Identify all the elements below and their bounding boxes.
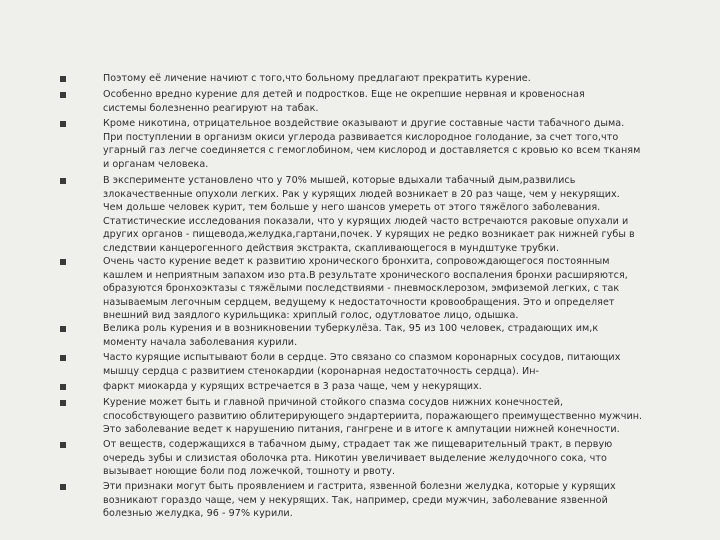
square-bullet-icon	[60, 76, 66, 82]
square-bullet-icon	[60, 121, 66, 127]
paragraph-text: От веществ, содержащихся в табачном дыму, страдает так же пищеварительный тракт, в первую очередь зубы и слизистая оболочка рта. Никотин увеличивает выделение желудочного сока, что вызывает ноющие боли под ложечкой, тошноту и рвоту.	[103, 439, 613, 478]
paragraph-text: Поэтому её личение начиют с того,что больному предлагают прекратить курение.	[103, 73, 531, 84]
square-bullet-icon	[60, 484, 66, 490]
paragraph-text: Часто курящие испытывают боли в сердце. Это связано со спазмом коронарных сосудов, питающих мышцу сердца с развитием стенокардии (коронарная недостаточность сердца). Ин-	[103, 352, 621, 377]
square-bullet-icon	[60, 326, 66, 332]
paragraph-text: фаркт миокарда у курящих встречается в 3 раза чаще, чем у некурящих.	[103, 381, 482, 392]
paragraph-text: Курение может быть и главной причиной стойкого спазма сосудов нижних конечностей, способствующего развитию облитерирующего эндартериита, поражающего преимущественно мужчин. Это заболевание ведет к нарушению питания, гангрене и в итоге к ампутации нижней конечности.	[103, 397, 643, 436]
square-bullet-icon	[60, 92, 66, 98]
paragraph-text: Эти признаки могут быть проявлением и гастрита, язвенной болезни желудка, которые у курящих возникают гораздо чаще, чем у некурящих. Так, например, среди мужчин, заболевание язвенной болезнью желудка, 96 - 97% курили.	[103, 481, 616, 520]
square-bullet-icon	[60, 442, 66, 448]
square-bullet-icon	[60, 355, 66, 361]
paragraph-text: Очень часто курение ведет к развитию хронического бронхита, сопровождающегося постоянным кашлем и неприятным запахом изо рта.В результате хронического воспаления бронхи расширяются, образуются бронхоэктазы с тяжёлыми последствиями - пневмосклерозом, эмфиземой легких, с так называемым легочным сердцем, ведущему к недостаточности кровообращения. Это и определяет внешний вид заядлого курильщика: хриплый голос, одутловатое лицо, одышка.	[103, 256, 628, 322]
square-bullet-icon	[60, 384, 66, 390]
square-bullet-icon	[60, 259, 66, 265]
paragraph-text: В эксперименте установлено что у 70% мышей, которые вдыхали табачный дым,развились злокачественные опухоли легких. Рак у курящих людей возникает в 20 раз чаще, чем у некурящих. Чем дольше человек курит, тем больше у него шансов умереть от этого тяжёлого заболевания. Статистические исследования показали, что у курящих людей часто встречаются раковые опухали и других органов - пищевода,желудка,гартани,почек. У курящих не редко возникает рак нижней губы в следствии канцерогенного действия экстракта, скапливающегося в мундштуке трубки.	[103, 175, 635, 254]
square-bullet-icon	[60, 178, 66, 184]
paragraph-text: Особенно вредно курение для детей и подростков. Еще не окрепшие нервная и кровеносная системы болезненно реагируют на табак.	[103, 89, 585, 114]
paragraph-text: Велика роль курения и в возникновении туберкулёза. Так, 95 из 100 человек, страдающих им,к моменту начала заболевания курили.	[103, 323, 599, 348]
paragraph-text: Кроме никотина, отрицательное воздействие оказывают и другие составные части табачного дыма. При поступлении в организм окиси углерода развивается кислородное голодание, за счет того,что угарный газ легче соединяется с гемоглобином, чем кислород и доставляется с кровью ко всем тканям и органам человека.	[103, 118, 641, 170]
square-bullet-icon	[60, 400, 66, 406]
